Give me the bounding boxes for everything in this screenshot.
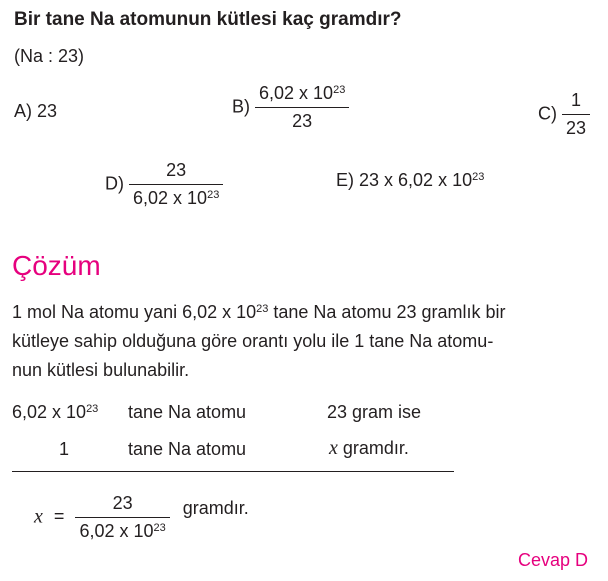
proportion-row-2-mid: tane Na atomu [128, 439, 247, 459]
option-d [105, 160, 223, 209]
option-b-numerator: 6,02 x $10^{23}$ [259, 83, 346, 103]
proportion-row-2-left: 1 [59, 439, 70, 459]
option-c [538, 90, 590, 139]
option-e-text: 23 x 6,02 x $10^{23}$ [359, 170, 485, 190]
solution-line-2: kütleye sahip olduğuna göre orantı yolu ile 1 tane Na atomu- [12, 331, 494, 351]
solution-line-3: nun kütlesi bulunabilir. [12, 360, 190, 380]
option-c-numerator: 1 [571, 90, 582, 110]
option-d-label: D) [105, 173, 124, 194]
option-a-text: 23 [37, 101, 58, 121]
option-d-fraction [129, 160, 223, 209]
result-equals: = [53, 506, 65, 527]
option-c-denominator: 23 [562, 114, 590, 139]
option-d-numerator: 23 [166, 160, 187, 180]
option-c-label: C) [538, 103, 557, 124]
result-suffix: gramdır. [182, 498, 249, 519]
result-numerator: 23 [112, 493, 133, 513]
option-b [232, 83, 349, 132]
result-variable: x [34, 505, 43, 528]
option-b-denominator: 23 [255, 107, 349, 132]
option-a-label: A) [14, 101, 32, 121]
proportion-divider [12, 471, 454, 472]
option-c-fraction [562, 90, 590, 139]
question-given: (Na : 23) [14, 46, 85, 66]
proportion-row-1-right: 23 gram ise [327, 402, 422, 422]
option-b-label: B) [232, 96, 250, 117]
proportion-row-2-right: x gramdır. [329, 437, 409, 459]
result-denominator: 6,02 x $10^{23}$ [75, 517, 169, 542]
question-text: Bir tane Na atomunun kütlesi kaç gramdır? [14, 9, 402, 30]
option-d-denominator: 6,02 x $10^{23}$ [129, 184, 223, 209]
option-e-label: E) [336, 170, 354, 190]
result-equation [34, 493, 249, 542]
result-fraction [75, 493, 169, 542]
option-e [336, 170, 484, 191]
option-b-fraction [255, 83, 349, 132]
answer-label: Cevap D [518, 550, 589, 570]
proportion-row-1-left: 6,02 x $10^{23}$ [12, 402, 99, 422]
solution-line-1: 1 mol Na atomu yani 6,02 x $10^{23}$ tane Na atomu 23 gramlık bir [12, 302, 506, 322]
solution-heading: Çözüm [12, 250, 101, 281]
option-a [14, 101, 57, 122]
proportion-row-1-mid: tane Na atomu [128, 402, 247, 422]
